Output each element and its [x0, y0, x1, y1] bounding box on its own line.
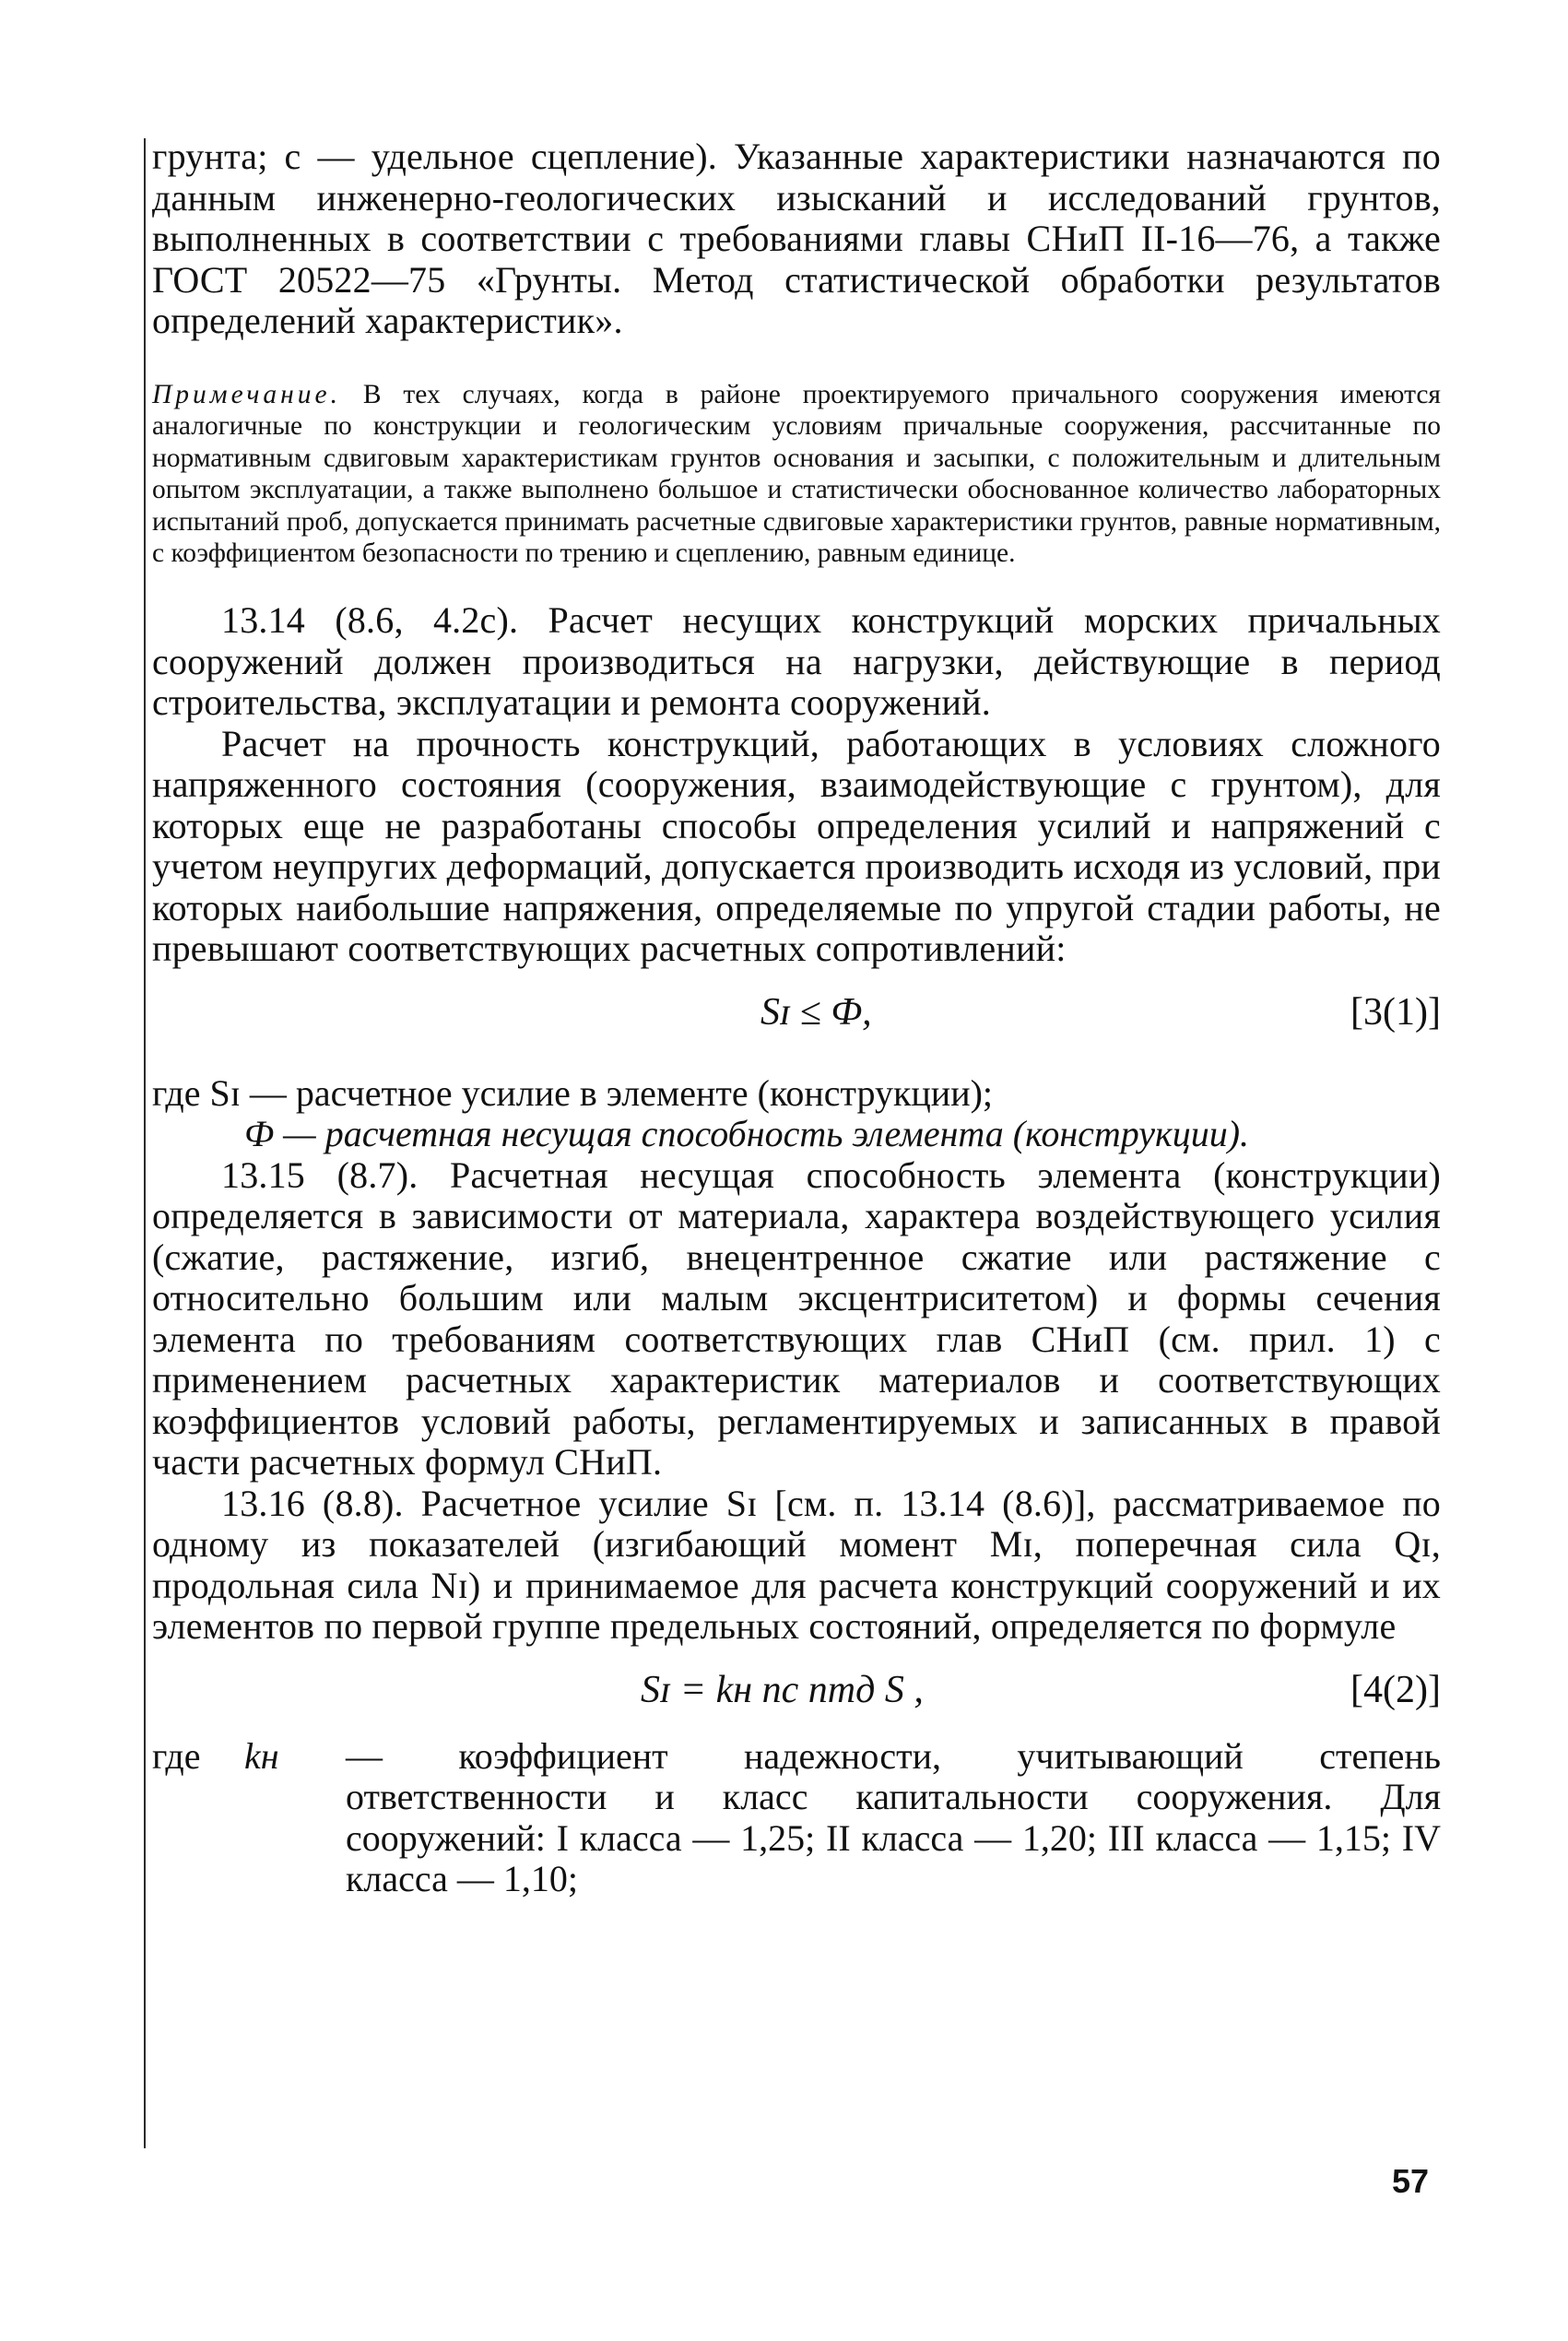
- definition-text: — коэффициент надежности, учитывающий степень ответственности и класс капитальности сооружения. Для сооружений: I класса — 1,25; II класса — 1,20; III класса — 1,15; IV класса — 1,10;: [346, 1734, 1441, 1900]
- paragraph-soil-characteristics: грунта; с — удельное сцепление). Указанные характеристики назначаются по данным инженерно-геологических изысканий и исследований грунтов, выполненных в соответствии с требованиями главы СНиП II-16—76, а также ГОСТ 20522—75 «Грунты. Метод статистической обработки результатов определений характеристик».: [152, 136, 1441, 341]
- definition-phi: Ф — расчетная несущая способность элемента (конструкции).: [244, 1113, 1250, 1155]
- paragraph-13-14: 13.14 (8.6, 4.2с). Расчет несущих конструкций морских причальных сооружений должен производиться на нагрузки, действующие в период строительства, эксплуатации и ремонта сооружений.: [152, 599, 1441, 724]
- definition-symbol: kн: [244, 1734, 279, 1777]
- formula-number: [4(2)]: [1350, 1668, 1441, 1711]
- note-block: [152, 379, 1441, 571]
- formula-expression: Sɪ = kн nс nmд S ,: [641, 1668, 924, 1711]
- paragraph-strength-calc: Расчет на прочность конструкций, работающих в условиях сложного напряженного состояния (сооружения, взаимодействующие с грунтом), для которых еще не разработаны способы определения усилий и напряжений с учетом неупругих деформаций, допускается производить исходя из условий, при которых наибольшие напряжения, определяемые по упругой стадии работы, не превышают соответствующих расчетных сопротивлений:: [152, 722, 1441, 970]
- definition-s1: где Sɪ — расчетное усилие в элементе (конструкции);: [152, 1071, 994, 1114]
- formula-3-1: [152, 970, 1441, 1073]
- margin-rule: [144, 138, 146, 2148]
- paragraph-13-16: 13.16 (8.8). Расчетное усилие Sɪ [см. п. 13.14 (8.6)], рассматриваемое по одному из показателей (изгибающий момент Mɪ, поперечная сила Qɪ, продольная сила Nɪ) и принимаемое для расчета конструкций сооружений и их элементов по первой группе предельных состояний, определяется по формуле: [152, 1482, 1441, 1648]
- definition-kn: [152, 1736, 1441, 1900]
- paragraph-13-15: 13.15 (8.7). Расчетная несущая способность элемента (конструкции) определяется в зависимости от материала, характера воздействующего усилия (сжатие, растяжение, изгиб, внецентренное сжатие или растяжение с относительно большим или малым эксцентриситетом) и формы сечения элемента по требованиям соответствующих глав СНиП (см. прил. 1) с применением расчетных характеристик материалов и соответствующих коэффициентов условий работы, регламентируемых и записанных в правой части расчетных формул СНиП.: [152, 1153, 1441, 1484]
- note-text: В тех случаях, когда в районе проектируемого причального сооружения имеются аналогичные по конструкции и геологическим условиям причальные сооружения, рассчитанные по нормативным сдвиговым характеристикам грунтов основания и засыпки, с положительным и длительным опытом эксплуатации, а также выполнено большое и статистически обоснованное количество лабораторных испытаний проб, допускается принимать расчетные сдвиговые характеристики грунтов, равные нормативным, с коэффициентом безопасности по трению и сцеплению, равным единице.: [152, 379, 1441, 569]
- formula-4-2: [152, 1648, 1441, 1736]
- page-content: [152, 136, 1441, 1900]
- page-number: 57: [1392, 2162, 1430, 2200]
- formula-expression: Sɪ ≤ Ф,: [760, 990, 872, 1034]
- note-label: Примечание.: [152, 379, 342, 409]
- formula-number: [3(1)]: [1350, 990, 1441, 1034]
- definition-label: где: [152, 1734, 201, 1777]
